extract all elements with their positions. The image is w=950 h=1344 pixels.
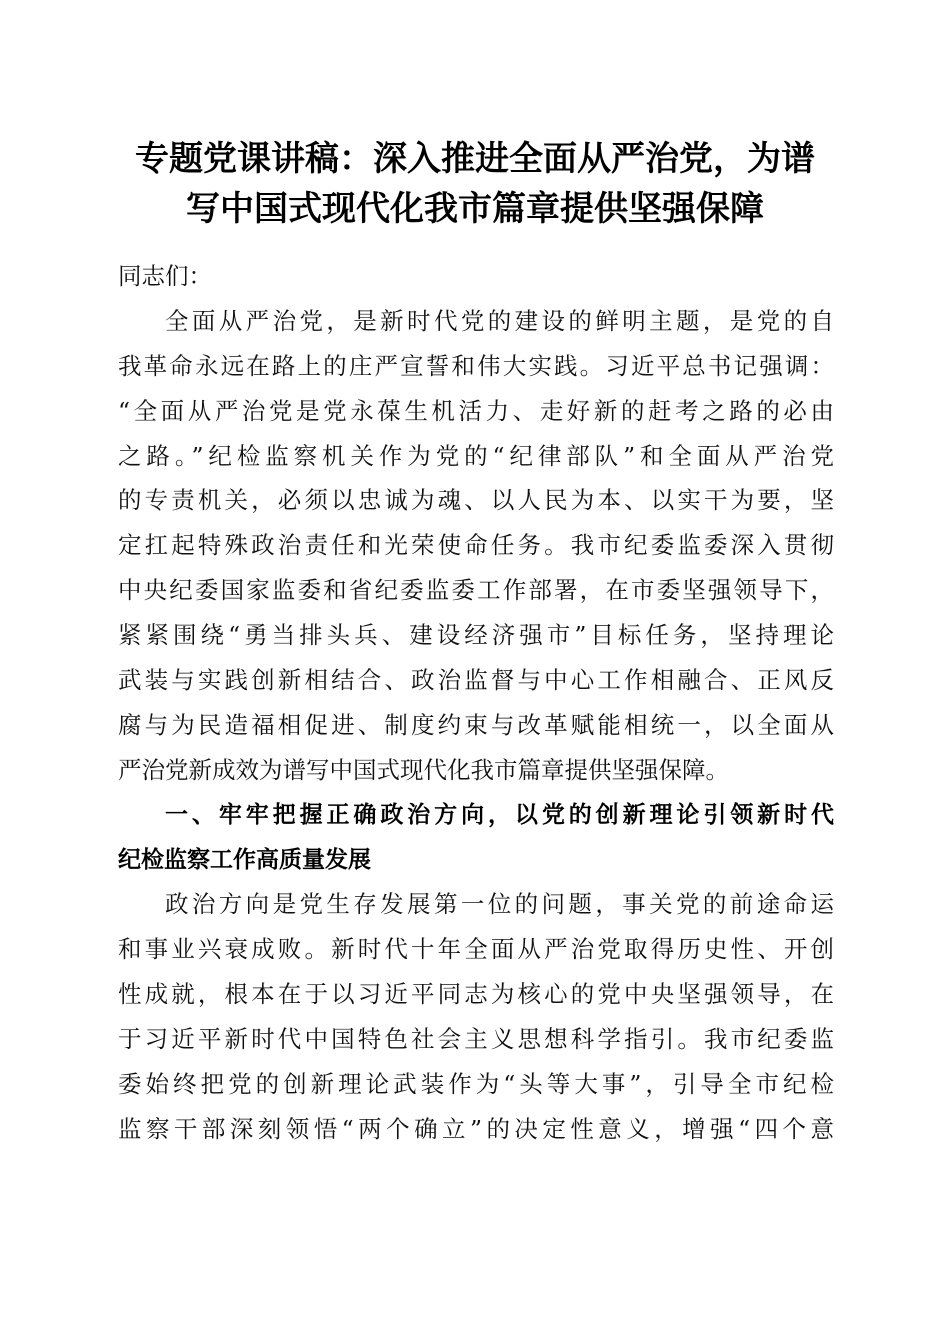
paragraph-line: 严治党新成效为谱写中国式现代化我市篇章提供坚强保障。 (118, 755, 729, 784)
paragraph-line: 委始终把党的创新理论武装作为“头等大事”，引导全市纪检 (118, 1070, 834, 1099)
paragraph-line: 我革命永远在路上的庄严宣誓和伟大实践。习近平总书记强调： (118, 351, 834, 380)
paragraph-line: 之路。”纪检监察机关作为党的“纪律部队”和全面从严治党 (118, 441, 834, 470)
paragraph-line: 和事业兴衰成败。新时代十年全面从严治党取得历史性、开创 (118, 935, 834, 964)
paragraph-line: 于习近平新时代中国特色社会主义思想科学指引。我市纪委监 (118, 1025, 834, 1054)
document-body (118, 254, 834, 1152)
paragraph-line: 武装与实践创新相结合、政治监督与中心工作相融合、正风反 (118, 666, 834, 695)
paragraph-line: “全面从严治党是党永葆生机活力、走好新的赶考之路的必由 (118, 396, 834, 425)
title-line: 专题党课讲稿：深入推进全面从严治党，为谱 (135, 139, 815, 179)
paragraph-line: 全面从严治党，是新时代党的建设的鲜明主题，是党的自 (165, 306, 834, 335)
paragraph-line: 定扛起特殊政治责任和光荣使命任务。我市纪委监委深入贯彻 (118, 531, 834, 560)
salutation: 同志们： (118, 262, 212, 290)
paragraph-line: 的专责机关，必须以忠诚为魂、以人民为本、以实干为要，坚 (118, 486, 834, 515)
paragraph-line: 腐与为民造福相促进、制度约束与改革赋能相统一，以全面从 (118, 710, 834, 739)
paragraph-line: 紧紧围绕“勇当排头兵、建设经济强市”目标任务，坚持理论 (118, 621, 834, 650)
section-heading-line: 纪检监察工作高质量发展 (118, 846, 371, 873)
paragraph-line: 监察干部深刻领悟“两个确立”的决定性意义，增强“四个意 (118, 1114, 834, 1143)
document-title (100, 134, 850, 234)
section-heading-line: 一、牢牢把握正确政治方向，以党的创新理论引领新时代 (165, 801, 834, 828)
paragraph-line: 性成就，根本在于以习近平同志为核心的党中央坚强领导，在 (118, 980, 834, 1009)
paragraph-line: 政治方向是党生存发展第一位的问题，事关党的前途命运 (165, 890, 834, 919)
title-line: 写中国式现代化我市篇章提供坚强保障 (186, 189, 764, 229)
paragraph-line: 中央纪委国家监委和省纪委监委工作部署，在市委坚强领导下， (118, 576, 834, 605)
